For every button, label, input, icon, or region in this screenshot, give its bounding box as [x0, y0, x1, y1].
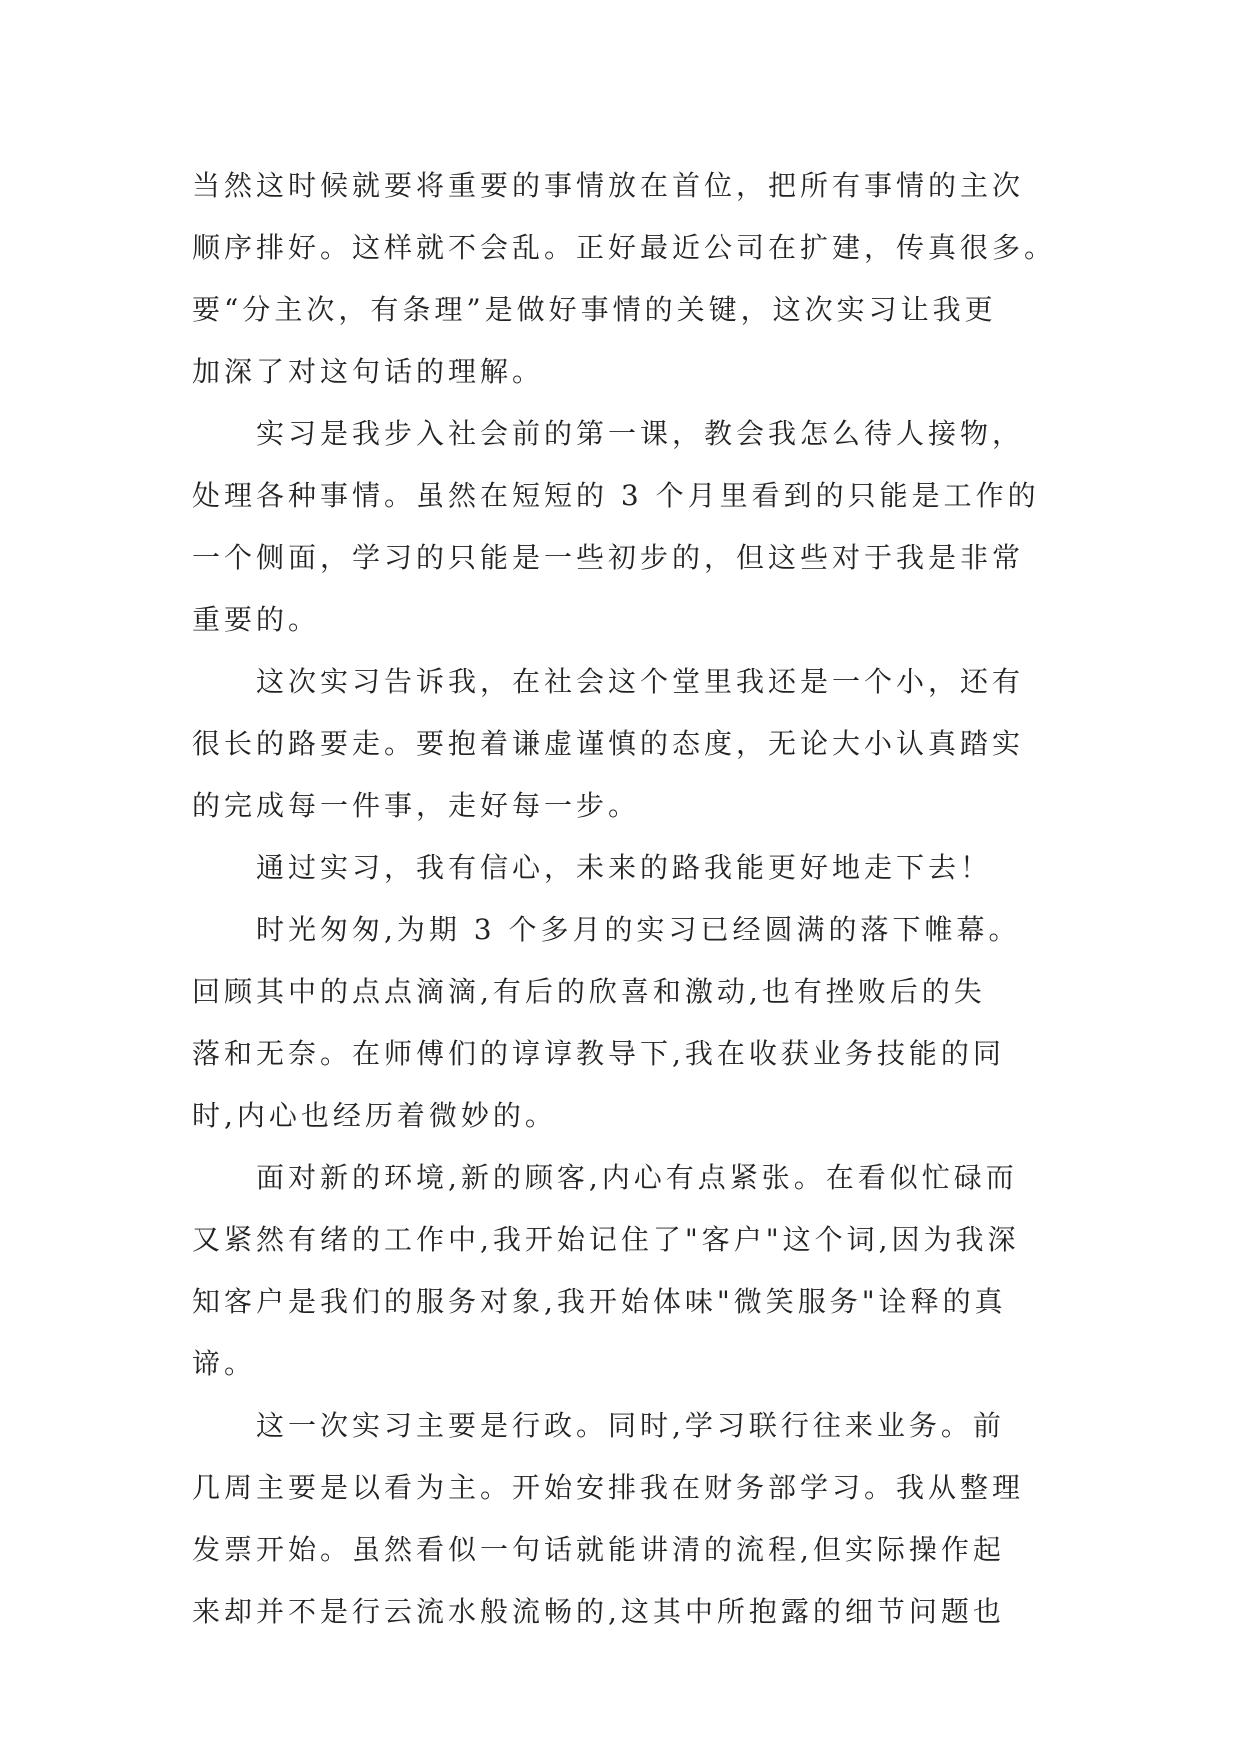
text-line: 时,内心也经历着微妙的。 — [192, 1099, 557, 1132]
paragraph-first-line: 这次实习告诉我，在社会这个堂里我还是一个小，还有 — [256, 665, 1025, 698]
paragraph-first-line: 这一次实习主要是行政。同时,学习联行往来业务。前 — [256, 1409, 1005, 1442]
text-line: 落和无奈。在师傅们的谆谆教导下,我在收获业务技能的同 — [192, 1037, 1005, 1070]
text-line: 的完成每一件事，走好每一步。 — [192, 789, 641, 822]
paragraph-first-line: 实习是我步入社会前的第一课，教会我怎么待人接物， — [256, 417, 1025, 450]
text-line: 要“分主次，有条理”是做好事情的关键，这次实习让我更 — [192, 293, 997, 326]
text-line: 来却并不是行云流水般流畅的,这其中所抱露的细节问题也 — [192, 1595, 1005, 1628]
text-line: 重要的。 — [192, 603, 321, 636]
text-line: 当然这时候就要将重要的事情放在首位，把所有事情的主次 — [192, 169, 1025, 202]
text-line: 加深了对这句话的理解。 — [192, 355, 545, 388]
text-line: 回顾其中的点点滴滴,有后的欣喜和激动,也有挫败后的失 — [192, 975, 986, 1008]
text-line: 知客户是我们的服务对象,我开始体味"微笑服务"诠释的真 — [192, 1285, 1007, 1318]
paragraph-first-line: 时光匆匆,为期 3 个多月的实习已经圆满的落下帷幕。 — [256, 913, 1021, 946]
text-line: 顺序排好。这样就不会乱。正好最近公司在扩建，传真很多。 — [192, 231, 1057, 264]
text-line: 处理各种事情。虽然在短短的 3 个月里看到的只能是工作的 — [192, 479, 1040, 512]
text-line: 一个侧面，学习的只能是一些初步的，但这些对于我是非常 — [192, 541, 1025, 574]
paragraph-first-line: 通过实习，我有信心，未来的路我能更好地走下去！ — [256, 851, 993, 884]
document-body — [192, 155, 1057, 1643]
text-line: 发票开始。虽然看似一句话就能讲清的流程,但实际操作起 — [192, 1533, 1005, 1566]
text-line: 几周主要是以看为主。开始安排我在财务部学习。我从整理 — [192, 1471, 1025, 1504]
paragraph-first-line: 面对新的环境,新的顾客,内心有点紧张。在看似忙碌而 — [256, 1161, 1018, 1194]
text-line: 又紧然有绪的工作中,我开始记住了"客户"这个词,因为我深 — [192, 1223, 1020, 1256]
text-line: 很长的路要走。要抱着谦虚谨慎的态度，无论大小认真踏实 — [192, 727, 1025, 760]
text-line: 谛。 — [192, 1347, 257, 1380]
